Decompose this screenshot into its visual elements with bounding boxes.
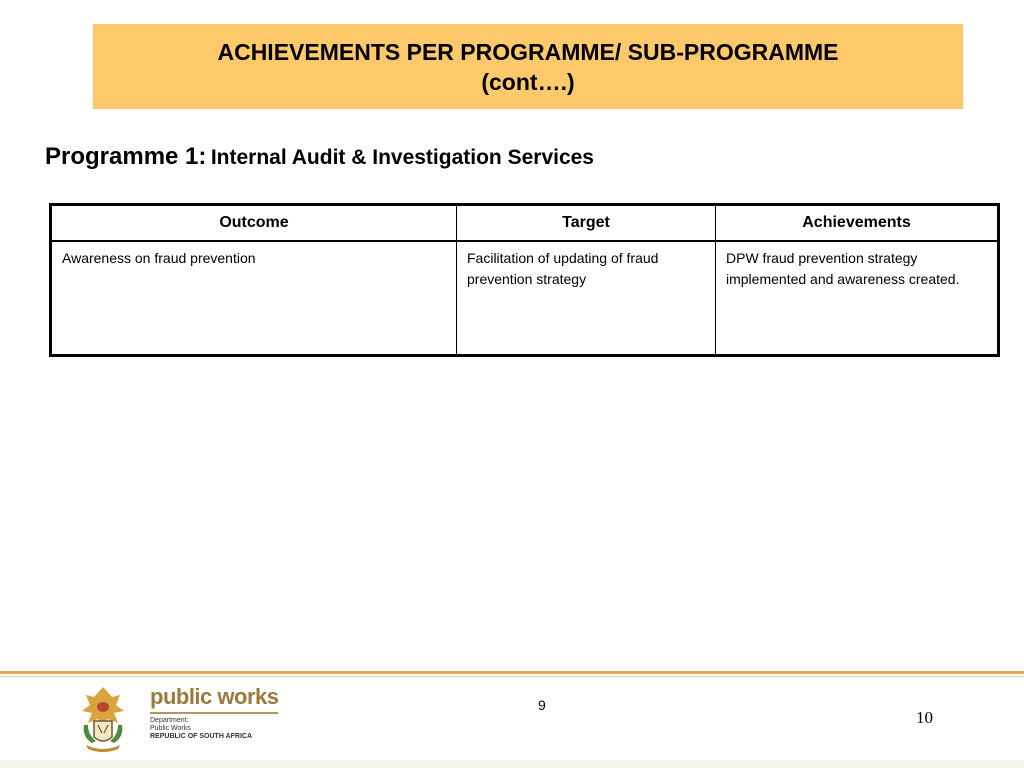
public-works-logo xyxy=(150,684,278,741)
footer-divider-thin xyxy=(0,676,1024,677)
programme-name: Internal Audit & Investigation Services xyxy=(210,146,594,169)
cell-target: Facilitation of updating of fraud prevention strategy xyxy=(457,241,716,356)
brand-department-name: Public Works xyxy=(150,725,191,732)
programme-heading xyxy=(45,143,594,171)
footer-band xyxy=(0,760,1024,768)
brand-department: Department: xyxy=(150,717,189,724)
programme-label: Programme 1: xyxy=(45,143,207,170)
header-outcome: Outcome xyxy=(51,205,457,242)
achievements-table xyxy=(49,203,1000,357)
header-target: Target xyxy=(457,205,716,242)
brand-rule xyxy=(150,712,278,714)
coat-of-arms-icon xyxy=(76,685,130,753)
slide-number: 9 xyxy=(538,697,546,713)
slide-title-line2: (cont….) xyxy=(481,68,575,95)
table-header-row xyxy=(51,205,999,242)
header-achievements: Achievements xyxy=(716,205,999,242)
brand-country: REPUBLIC OF SOUTH AFRICA xyxy=(150,733,253,740)
table-row xyxy=(51,241,999,356)
slide-title-line1: ACHIEVEMENTS PER PROGRAMME/ SUB-PROGRAMME xyxy=(217,38,839,65)
page-number: 10 xyxy=(916,708,933,727)
cell-outcome: Awareness on fraud prevention xyxy=(51,241,457,356)
cell-achievement: DPW fraud prevention strategy implemented and awareness created. xyxy=(716,241,999,356)
brand-name: public works xyxy=(150,684,279,709)
slide-title-banner xyxy=(93,24,963,109)
footer-divider xyxy=(0,671,1024,674)
